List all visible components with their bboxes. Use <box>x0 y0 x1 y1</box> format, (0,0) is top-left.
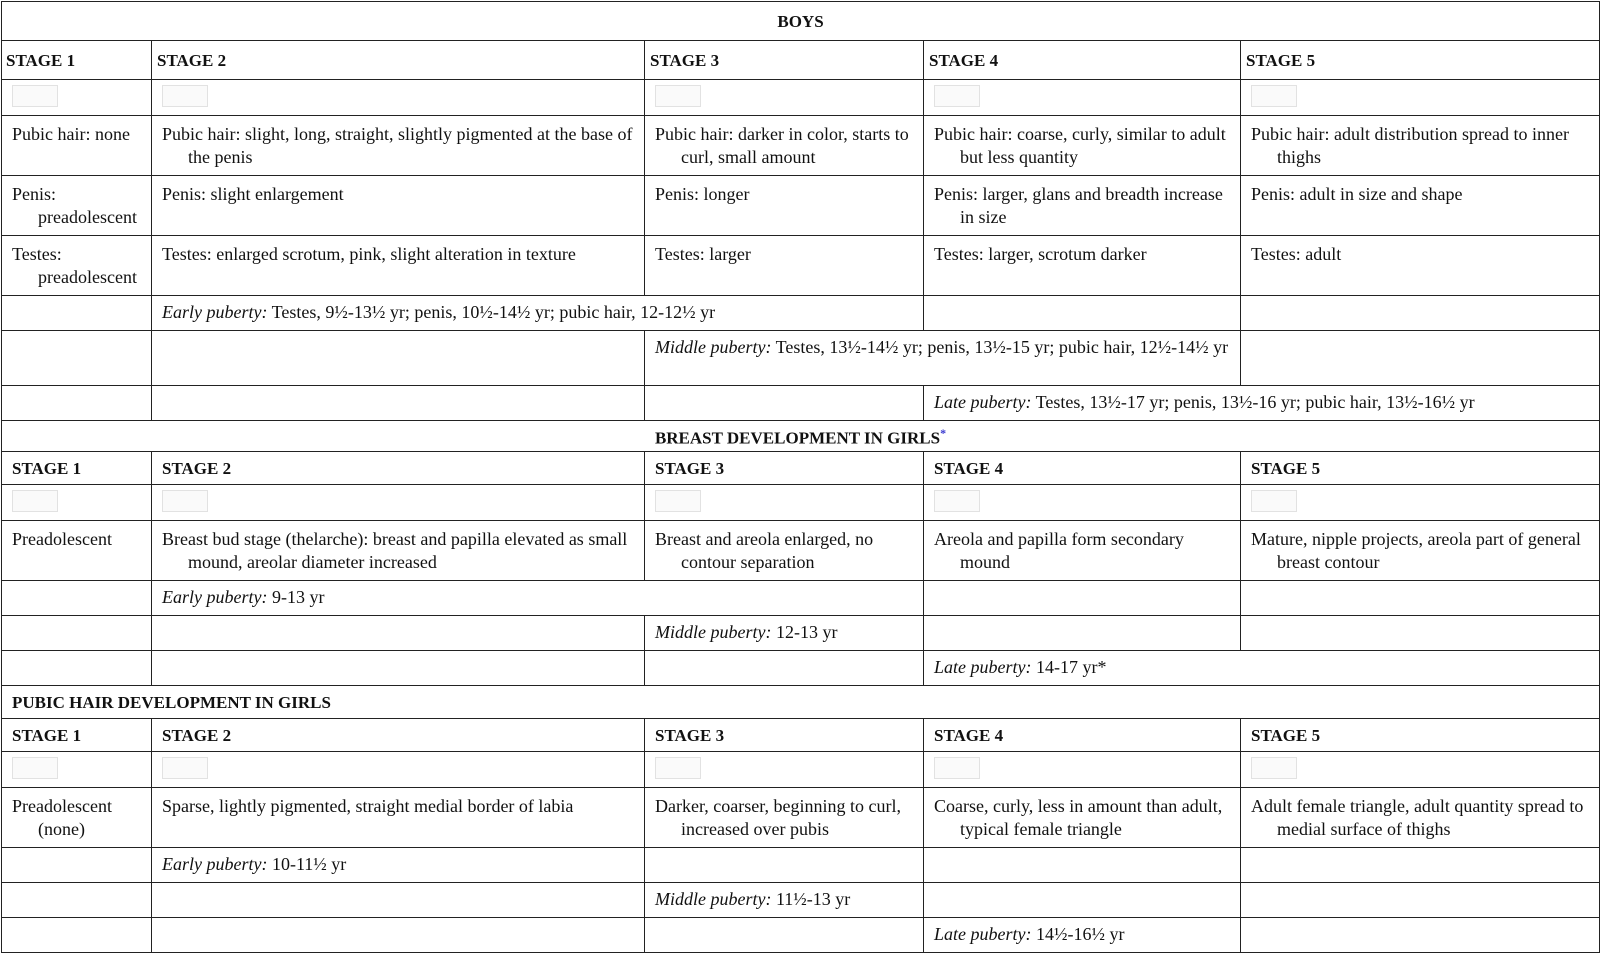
breast-late-puberty <box>924 651 1600 686</box>
pubic-girls-title-row <box>2 686 1600 719</box>
boys-pubic-hair-stage-4: Pubic hair: coarse, curly, similar to adult but less quantity <box>934 124 1226 167</box>
breast-stage-5-header: STAGE 5 <box>1241 452 1600 485</box>
stage-illustration-placeholder <box>655 757 701 779</box>
breast-late-puberty-row <box>2 651 1600 686</box>
pubic-girls-stage-5-image-cell <box>1241 752 1600 788</box>
pubic-girls-stage-1-header: STAGE 1 <box>2 719 152 752</box>
pubic-girls-middle-puberty-row <box>2 883 1600 918</box>
boys-pubic-hair-row <box>2 116 1600 176</box>
tanner-stages-document <box>1 1 1599 953</box>
breast-stage-1-header: STAGE 1 <box>2 452 152 485</box>
stage-illustration-placeholder <box>934 85 980 107</box>
pubic-girls-early-puberty <box>152 848 645 883</box>
pubic-girls-stage-header-row <box>2 719 1600 752</box>
pubic-girls-stage-5-description: Adult female triangle, adult quantity spread to medial surface of thighs <box>1251 796 1584 839</box>
breast-stage-4-image-cell <box>924 485 1241 521</box>
early-puberty-label: Early puberty: <box>162 587 268 607</box>
breast-early-puberty <box>152 581 924 616</box>
pubic-girls-stage-3-header: STAGE 3 <box>645 719 924 752</box>
boys-penis-stage-4: Penis: larger, glans and breadth increase in size <box>934 184 1223 227</box>
pubic-girls-middle-puberty-ages: 11½-13 yr <box>775 889 851 909</box>
pubic-girls-early-puberty-ages: 10-11½ yr <box>271 854 347 874</box>
pubic-girls-stage-4-description: Coarse, curly, less in amount than adult, typical female triangle <box>934 796 1223 839</box>
stage-illustration-placeholder <box>12 85 58 107</box>
boys-late-puberty-row <box>2 386 1600 421</box>
boys-section-title: BOYS <box>2 2 1600 41</box>
boys-pubic-hair-stage-3: Pubic hair: darker in color, starts to curl, small amount <box>655 124 909 167</box>
late-puberty-label: Late puberty: <box>934 924 1032 944</box>
pubic-girls-middle-puberty <box>645 883 924 918</box>
breast-late-puberty-ages: 14-17 yr* <box>1035 657 1107 677</box>
pubic-girls-stage-3-description: Darker, coarser, beginning to curl, increased over pubis <box>655 796 901 839</box>
breast-description-row <box>2 521 1600 581</box>
boys-testes-stage-4: Testes: larger, scrotum darker <box>934 244 1147 264</box>
boys-title-row <box>2 2 1600 41</box>
boys-illustration-row <box>2 80 1600 116</box>
stage-illustration-placeholder <box>162 490 208 512</box>
boys-testes-row <box>2 236 1600 296</box>
late-puberty-label: Late puberty: <box>934 392 1032 412</box>
stage-illustration-placeholder <box>655 85 701 107</box>
breast-middle-puberty <box>645 616 924 651</box>
boys-testes-stage-3: Testes: larger <box>655 244 751 264</box>
stage-illustration-placeholder <box>655 490 701 512</box>
middle-puberty-label: Middle puberty: <box>655 622 772 642</box>
pubic-girls-early-puberty-row <box>2 848 1600 883</box>
breast-stage-2-header: STAGE 2 <box>152 452 645 485</box>
footnote-reference-link[interactable]: * <box>940 426 947 441</box>
boys-stage-4-header: STAGE 4 <box>924 41 1241 80</box>
pubic-girls-stage-1-image-cell <box>2 752 152 788</box>
boys-stage-3-header: STAGE 3 <box>645 41 924 80</box>
boys-stage-5-image-cell <box>1241 80 1600 116</box>
boys-stage-3-image-cell <box>645 80 924 116</box>
pubic-girls-stage-4-header: STAGE 4 <box>924 719 1241 752</box>
breast-stage-4-description: Areola and papilla form secondary mound <box>934 529 1184 572</box>
early-puberty-label: Early puberty: <box>162 854 268 874</box>
boys-penis-stage-1: Penis: preadolescent <box>12 184 137 227</box>
stage-illustration-placeholder <box>1251 757 1297 779</box>
boys-pubic-hair-stage-2: Pubic hair: slight, long, straight, slightly pigmented at the base of the penis <box>162 124 633 167</box>
stage-illustration-placeholder <box>934 490 980 512</box>
boys-early-puberty <box>152 296 924 331</box>
breast-middle-puberty-row <box>2 616 1600 651</box>
breast-stage-4-header: STAGE 4 <box>924 452 1241 485</box>
breast-middle-puberty-ages: 12-13 yr <box>775 622 838 642</box>
boys-middle-puberty-row <box>2 331 1600 386</box>
boys-stage-2-header: STAGE 2 <box>152 41 645 80</box>
stage-illustration-placeholder <box>12 757 58 779</box>
boys-middle-puberty-ages: Testes, 13½-14½ yr; penis, 13½-15 yr; pubic hair, 12½-14½ yr <box>775 337 1229 357</box>
pubic-girls-stage-2-header: STAGE 2 <box>152 719 645 752</box>
boys-penis-stage-2: Penis: slight enlargement <box>162 184 344 204</box>
pubic-girls-stage-1-description: Preadolescent (none) <box>12 796 112 839</box>
stage-illustration-placeholder <box>162 757 208 779</box>
breast-stage-3-description: Breast and areola enlarged, no contour separation <box>655 529 874 572</box>
pubic-girls-stage-2-description: Sparse, lightly pigmented, straight medial border of labia <box>162 796 574 816</box>
boys-late-puberty <box>924 386 1600 421</box>
boys-testes-stage-5: Testes: adult <box>1251 244 1342 264</box>
boys-testes-stage-1: Testes: preadolescent <box>12 244 137 287</box>
boys-penis-row <box>2 176 1600 236</box>
boys-stage-1-image-cell <box>2 80 152 116</box>
boys-penis-stage-3: Penis: longer <box>655 184 750 204</box>
breast-stage-3-image-cell <box>645 485 924 521</box>
pubic-girls-section-title: PUBIC HAIR DEVELOPMENT IN GIRLS <box>2 686 1600 719</box>
breast-stage-header-row <box>2 452 1600 485</box>
boys-stage-4-image-cell <box>924 80 1241 116</box>
breast-early-puberty-row <box>2 581 1600 616</box>
early-puberty-label: Early puberty: <box>162 302 268 322</box>
pubic-girls-stage-2-image-cell <box>152 752 645 788</box>
boys-early-puberty-row <box>2 296 1600 331</box>
tanner-stages-table <box>1 1 1600 953</box>
pubic-girls-description-row <box>2 788 1600 848</box>
boys-stage-2-image-cell <box>152 80 645 116</box>
boys-stage-header-row <box>2 41 1600 80</box>
breast-stage-1-description: Preadolescent <box>12 529 112 549</box>
stage-illustration-placeholder <box>1251 85 1297 107</box>
boys-testes-stage-2: Testes: enlarged scrotum, pink, slight alteration in texture <box>162 244 576 264</box>
stage-illustration-placeholder <box>1251 490 1297 512</box>
boys-stage-1-header: STAGE 1 <box>2 41 152 80</box>
breast-stage-5-image-cell <box>1241 485 1600 521</box>
breast-stage-2-image-cell <box>152 485 645 521</box>
boys-early-puberty-ages: Testes, 9½-13½ yr; penis, 10½-14½ yr; pubic hair, 12-12½ yr <box>271 302 716 322</box>
pubic-girls-stage-3-image-cell <box>645 752 924 788</box>
middle-puberty-label: Middle puberty: <box>655 337 772 357</box>
breast-stage-1-image-cell <box>2 485 152 521</box>
pubic-girls-illustration-row <box>2 752 1600 788</box>
boys-middle-puberty <box>645 331 1241 386</box>
stage-illustration-placeholder <box>12 490 58 512</box>
breast-section-title: BREAST DEVELOPMENT IN GIRLS* <box>2 421 1600 452</box>
breast-stage-3-header: STAGE 3 <box>645 452 924 485</box>
boys-stage-5-header: STAGE 5 <box>1241 41 1600 80</box>
boys-penis-stage-5: Penis: adult in size and shape <box>1251 184 1463 204</box>
stage-illustration-placeholder <box>162 85 208 107</box>
boys-pubic-hair-stage-5: Pubic hair: adult distribution spread to inner thighs <box>1251 124 1569 167</box>
pubic-girls-late-puberty <box>924 918 1241 953</box>
stage-illustration-placeholder <box>934 757 980 779</box>
pubic-girls-late-puberty-row <box>2 918 1600 953</box>
breast-illustration-row <box>2 485 1600 521</box>
pubic-girls-stage-4-image-cell <box>924 752 1241 788</box>
pubic-girls-late-puberty-ages: 14½-16½ yr <box>1035 924 1125 944</box>
breast-title-row <box>2 421 1600 452</box>
breast-stage-5-description: Mature, nipple projects, areola part of general breast contour <box>1251 529 1581 572</box>
boys-pubic-hair-stage-1: Pubic hair: none <box>12 124 130 144</box>
breast-early-puberty-ages: 9-13 yr <box>271 587 325 607</box>
breast-stage-2-description: Breast bud stage (thelarche): breast and papilla elevated as small mound, areolar diameter increased <box>162 529 628 572</box>
middle-puberty-label: Middle puberty: <box>655 889 772 909</box>
pubic-girls-stage-5-header: STAGE 5 <box>1241 719 1600 752</box>
boys-late-puberty-ages: Testes, 13½-17 yr; penis, 13½-16 yr; pubic hair, 13½-16½ yr <box>1035 392 1475 412</box>
late-puberty-label: Late puberty: <box>934 657 1032 677</box>
